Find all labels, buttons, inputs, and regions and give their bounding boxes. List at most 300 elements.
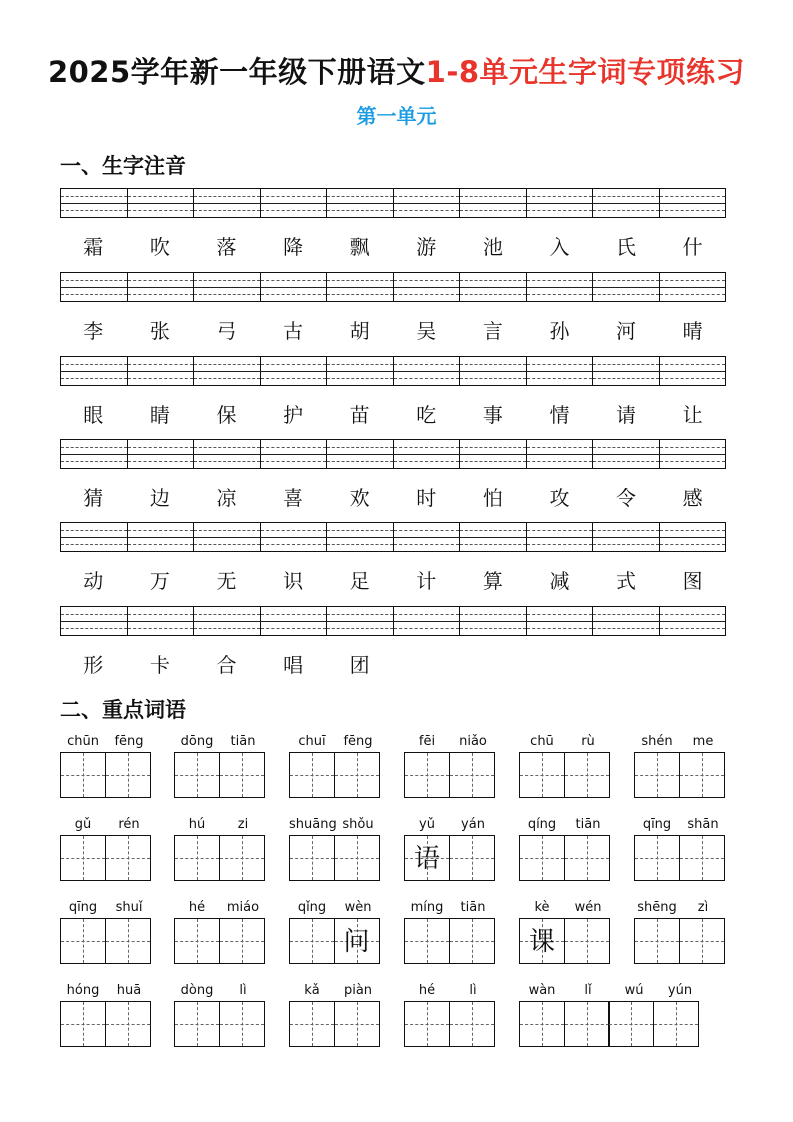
tianzige-box[interactable] <box>60 918 106 964</box>
word-pinyin <box>289 815 381 835</box>
word-item <box>60 732 152 798</box>
practice-character: 情 <box>549 403 570 427</box>
practice-character: 计 <box>416 569 437 593</box>
pinyin-syllable: yǔ <box>419 817 435 832</box>
title-black: 2025学年新一年级下册语文 <box>47 55 426 89</box>
tianzige-box[interactable] <box>289 918 335 964</box>
pinyin-answer-cell[interactable] <box>394 607 461 635</box>
pinyin-syllable: fēng <box>114 734 144 749</box>
filled-character <box>565 919 609 963</box>
word-item <box>289 898 381 964</box>
word-item <box>404 981 496 1047</box>
practice-character: 河 <box>616 319 637 343</box>
pinyin-answer-cell[interactable] <box>660 189 726 217</box>
tianzige-group <box>174 835 266 881</box>
practice-character: 苗 <box>349 403 370 427</box>
practice-character: 落 <box>216 235 237 259</box>
pinyin-syllable: tiān <box>575 817 601 832</box>
filled-character <box>175 1002 219 1046</box>
tianzige-group <box>404 835 496 881</box>
practice-character: 事 <box>482 403 503 427</box>
word-pinyin <box>60 815 152 835</box>
pinyin-answer-cell[interactable] <box>61 273 128 301</box>
tianzige-box[interactable] <box>60 835 106 881</box>
pinyin-writing-row <box>60 356 726 386</box>
tianzige-group <box>519 1001 703 1047</box>
pinyin-syllable: hóng <box>66 983 100 998</box>
practice-character: 动 <box>83 569 104 593</box>
pinyin-syllable: kè <box>534 900 550 915</box>
word-item <box>174 981 266 1047</box>
tianzige-box[interactable] <box>564 752 610 798</box>
word-pinyin <box>634 898 726 918</box>
practice-character: 氏 <box>616 235 637 259</box>
tianzige-box[interactable] <box>105 918 151 964</box>
word-pinyin <box>60 981 152 1001</box>
pinyin-writing-row <box>60 188 726 218</box>
pinyin-answer-cell[interactable] <box>527 357 594 385</box>
pinyin-syllable: chū <box>530 734 554 749</box>
pinyin-syllable: lǐ <box>584 983 592 998</box>
filled-character <box>405 919 449 963</box>
tianzige-box[interactable] <box>564 835 610 881</box>
section-heading-words: 二、重点词语 <box>60 698 186 722</box>
pinyin-answer-cell[interactable] <box>460 189 527 217</box>
pinyin-syllable: shuāng <box>289 817 337 832</box>
tianzige-box[interactable] <box>219 918 265 964</box>
practice-character: 减 <box>549 569 570 593</box>
word-item <box>634 898 726 964</box>
pinyin-answer-cell[interactable] <box>394 440 461 468</box>
word-item <box>60 898 152 964</box>
pinyin-syllable: yún <box>667 983 693 998</box>
practice-character: 言 <box>482 319 503 343</box>
tianzige-box[interactable] <box>653 1001 699 1047</box>
filled-character <box>61 753 105 797</box>
character-row <box>60 399 726 431</box>
pinyin-syllable: qǐng <box>297 900 327 915</box>
pinyin-answer-cell[interactable] <box>593 440 660 468</box>
pinyin-answer-cell[interactable] <box>593 523 660 551</box>
practice-character: 晴 <box>682 319 703 343</box>
tianzige-box[interactable] <box>334 918 380 964</box>
tianzige-box[interactable] <box>634 835 680 881</box>
filled-character <box>635 753 679 797</box>
filled-character <box>635 836 679 880</box>
tianzige-box[interactable] <box>519 752 565 798</box>
tianzige-group <box>404 1001 496 1047</box>
tianzige-group <box>289 918 381 964</box>
filled-character <box>450 753 494 797</box>
tianzige-box[interactable] <box>219 1001 265 1047</box>
pinyin-answer-cell[interactable] <box>327 440 394 468</box>
practice-character: 胡 <box>349 319 370 343</box>
practice-character: 睛 <box>149 403 170 427</box>
tianzige-group <box>634 752 726 798</box>
word-pinyin <box>519 815 611 835</box>
word-item <box>634 732 726 798</box>
practice-character: 保 <box>216 403 237 427</box>
pinyin-answer-cell[interactable] <box>327 357 394 385</box>
tianzige-group <box>174 1001 266 1047</box>
word-item <box>174 898 266 964</box>
pinyin-answer-cell[interactable] <box>660 357 726 385</box>
filled-character <box>450 919 494 963</box>
tianzige-box[interactable] <box>679 918 725 964</box>
pinyin-answer-cell[interactable] <box>394 189 461 217</box>
filled-character <box>520 836 564 880</box>
tianzige-box[interactable] <box>449 918 495 964</box>
pinyin-answer-cell[interactable] <box>261 607 328 635</box>
pinyin-answer-cell[interactable] <box>394 357 461 385</box>
pinyin-answer-cell[interactable] <box>460 357 527 385</box>
tianzige-box[interactable] <box>60 752 106 798</box>
filled-character <box>565 753 609 797</box>
pinyin-answer-cell[interactable] <box>261 273 328 301</box>
pinyin-answer-cell[interactable] <box>593 607 660 635</box>
pinyin-answer-cell[interactable] <box>394 523 461 551</box>
tianzige-box[interactable] <box>105 835 151 881</box>
pinyin-syllable: dòng <box>180 983 214 998</box>
filled-character: 问 <box>343 927 370 957</box>
pinyin-syllable: qíng <box>527 817 557 832</box>
tianzige-group <box>404 752 496 798</box>
word-item <box>289 981 381 1047</box>
character-row <box>60 231 726 263</box>
practice-character: 古 <box>283 319 304 343</box>
word-item <box>519 981 703 1047</box>
filled-character <box>520 1002 564 1046</box>
pinyin-answer-cell[interactable] <box>61 440 128 468</box>
word-pinyin <box>60 732 152 752</box>
word-item <box>404 898 496 964</box>
pinyin-answer-cell[interactable] <box>61 357 128 385</box>
tianzige-box[interactable] <box>634 752 680 798</box>
filled-character <box>106 919 150 963</box>
pinyin-answer-cell[interactable] <box>128 357 195 385</box>
practice-character: 合 <box>216 653 237 677</box>
pinyin-syllable: niǎo <box>459 734 487 749</box>
pinyin-answer-cell[interactable] <box>128 273 195 301</box>
filled-character <box>290 1002 334 1046</box>
filled-character <box>335 1002 379 1046</box>
tianzige-box[interactable] <box>219 835 265 881</box>
tianzige-box[interactable] <box>174 918 220 964</box>
word-item <box>519 815 611 881</box>
pinyin-answer-cell[interactable] <box>194 523 261 551</box>
character-row <box>60 482 726 514</box>
pinyin-answer-cell[interactable] <box>593 273 660 301</box>
character-row <box>60 315 726 347</box>
filled-character <box>220 1002 264 1046</box>
pinyin-syllable: shān <box>687 817 719 832</box>
tianzige-box[interactable] <box>289 752 335 798</box>
filled-character <box>680 919 724 963</box>
title-red: 1-8单元生字词专项练习 <box>425 55 746 89</box>
word-pinyin <box>519 981 703 1001</box>
tianzige-box[interactable] <box>679 752 725 798</box>
pinyin-answer-cell[interactable] <box>194 357 261 385</box>
practice-character: 霜 <box>83 235 104 259</box>
practice-character: 眼 <box>83 403 104 427</box>
filled-character: 语 <box>413 844 440 874</box>
practice-character: 形 <box>83 653 104 677</box>
tianzige-group <box>289 1001 381 1047</box>
word-item <box>174 815 266 881</box>
tianzige-box[interactable] <box>679 835 725 881</box>
filled-character <box>220 753 264 797</box>
pinyin-syllable: kǎ <box>304 983 320 998</box>
filled-character <box>405 1002 449 1046</box>
pinyin-syllable: wén <box>574 900 602 915</box>
filled-character <box>106 836 150 880</box>
pinyin-syllable: dōng <box>180 734 214 749</box>
practice-character: 什 <box>682 235 703 259</box>
practice-character: 降 <box>283 235 304 259</box>
pinyin-syllable: fēng <box>343 734 373 749</box>
tianzige-box[interactable] <box>404 752 450 798</box>
pinyin-syllable: wàn <box>528 983 556 998</box>
pinyin-answer-cell[interactable] <box>460 440 527 468</box>
practice-character: 护 <box>283 403 304 427</box>
tianzige-box[interactable] <box>174 835 220 881</box>
word-pinyin <box>404 815 496 835</box>
tianzige-box[interactable] <box>564 1001 610 1047</box>
word-pinyin <box>174 898 266 918</box>
section-heading-characters: 一、生字注音 <box>60 154 186 178</box>
practice-character: 让 <box>682 403 703 427</box>
character-row <box>60 649 726 681</box>
tianzige-box[interactable] <box>334 1001 380 1047</box>
pinyin-syllable: hú <box>188 817 206 832</box>
word-pinyin <box>634 815 726 835</box>
filled-character <box>106 753 150 797</box>
pinyin-syllable: wú <box>624 983 644 998</box>
tianzige-box[interactable] <box>404 835 450 881</box>
unit-subtitle: 第一单元 <box>356 104 437 128</box>
pinyin-answer-cell[interactable] <box>527 273 594 301</box>
word-pinyin <box>519 898 611 918</box>
tianzige-group <box>60 1001 152 1047</box>
tianzige-box[interactable] <box>219 752 265 798</box>
tianzige-group <box>519 752 611 798</box>
word-pinyin <box>519 732 611 752</box>
pinyin-answer-cell[interactable] <box>128 189 195 217</box>
pinyin-syllable: shēng <box>637 900 677 915</box>
pinyin-answer-cell[interactable] <box>128 607 195 635</box>
word-pinyin <box>289 981 381 1001</box>
pinyin-syllable: hé <box>188 900 206 915</box>
practice-character: 边 <box>149 486 170 510</box>
word-item <box>60 981 152 1047</box>
pinyin-answer-cell[interactable] <box>261 189 328 217</box>
pinyin-answer-cell[interactable] <box>660 273 726 301</box>
word-pinyin <box>289 898 381 918</box>
pinyin-syllable: qīng <box>68 900 98 915</box>
tianzige-box[interactable] <box>105 752 151 798</box>
word-pinyin <box>404 981 496 1001</box>
pinyin-answer-cell[interactable] <box>128 523 195 551</box>
pinyin-syllable: lì <box>239 983 247 998</box>
filled-character <box>335 836 379 880</box>
practice-character: 攻 <box>549 486 570 510</box>
practice-character: 张 <box>149 319 170 343</box>
tianzige-group <box>174 918 266 964</box>
word-item <box>519 732 611 798</box>
tianzige-box[interactable] <box>174 1001 220 1047</box>
tianzige-box[interactable] <box>289 1001 335 1047</box>
pinyin-answer-cell[interactable] <box>61 607 128 635</box>
pinyin-syllable: chūn <box>67 734 99 749</box>
pinyin-syllable: tiān <box>460 900 486 915</box>
pinyin-answer-cell[interactable] <box>660 607 726 635</box>
tianzige-box[interactable] <box>334 752 380 798</box>
tianzige-box[interactable] <box>519 1001 565 1047</box>
word-item <box>174 732 266 798</box>
practice-character: 飘 <box>349 235 370 259</box>
practice-character: 识 <box>283 569 304 593</box>
tianzige-group <box>519 835 611 881</box>
pinyin-syllable: rén <box>118 817 140 832</box>
tianzige-box[interactable] <box>105 1001 151 1047</box>
word-item <box>404 732 496 798</box>
pinyin-answer-cell[interactable] <box>660 440 726 468</box>
tianzige-box[interactable] <box>519 918 565 964</box>
word-pinyin <box>174 815 266 835</box>
tianzige-box[interactable] <box>564 918 610 964</box>
pinyin-syllable: chuī <box>298 734 326 749</box>
tianzige-box[interactable] <box>449 1001 495 1047</box>
pinyin-writing-row <box>60 606 726 636</box>
pinyin-answer-cell[interactable] <box>527 189 594 217</box>
pinyin-syllable: zi <box>237 817 249 832</box>
tianzige-box[interactable] <box>404 918 450 964</box>
tianzige-box[interactable] <box>634 918 680 964</box>
pinyin-syllable: piàn <box>343 983 373 998</box>
tianzige-box[interactable] <box>449 752 495 798</box>
pinyin-answer-cell[interactable] <box>460 523 527 551</box>
pinyin-answer-cell[interactable] <box>61 189 128 217</box>
practice-character: 猜 <box>83 486 104 510</box>
pinyin-syllable: lì <box>469 983 477 998</box>
pinyin-answer-cell[interactable] <box>460 273 527 301</box>
filled-character <box>290 753 334 797</box>
tianzige-box[interactable] <box>289 835 335 881</box>
filled-character <box>405 753 449 797</box>
practice-character: 怕 <box>482 486 503 510</box>
pinyin-writing-row <box>60 439 726 469</box>
practice-character: 游 <box>416 235 437 259</box>
pinyin-answer-cell[interactable] <box>593 189 660 217</box>
filled-character <box>335 753 379 797</box>
pinyin-answer-cell[interactable] <box>593 357 660 385</box>
practice-character: 喜 <box>283 486 304 510</box>
word-item <box>634 815 726 881</box>
pinyin-answer-cell[interactable] <box>194 607 261 635</box>
pinyin-answer-cell[interactable] <box>394 273 461 301</box>
pinyin-answer-cell[interactable] <box>261 357 328 385</box>
word-item <box>519 898 611 964</box>
pinyin-answer-cell[interactable] <box>128 440 195 468</box>
word-pinyin <box>174 981 266 1001</box>
filled-character <box>635 919 679 963</box>
filled-character <box>61 836 105 880</box>
pinyin-answer-cell[interactable] <box>527 523 594 551</box>
pinyin-answer-cell[interactable] <box>261 440 328 468</box>
filled-character <box>290 836 334 880</box>
filled-character <box>106 1002 150 1046</box>
practice-character: 时 <box>416 486 437 510</box>
pinyin-answer-cell[interactable] <box>327 607 394 635</box>
pinyin-answer-cell[interactable] <box>327 273 394 301</box>
pinyin-answer-cell[interactable] <box>527 440 594 468</box>
pinyin-syllable: gǔ <box>74 817 92 832</box>
pinyin-answer-cell[interactable] <box>261 523 328 551</box>
pinyin-writing-row <box>60 272 726 302</box>
pinyin-syllable: yán <box>461 817 485 832</box>
practice-character: 欢 <box>349 486 370 510</box>
tianzige-group <box>60 835 152 881</box>
pinyin-answer-cell[interactable] <box>460 607 527 635</box>
filled-character <box>450 836 494 880</box>
filled-character <box>61 1002 105 1046</box>
pinyin-syllable: zì <box>697 900 709 915</box>
pinyin-syllable: shén <box>641 734 673 749</box>
pinyin-answer-cell[interactable] <box>660 523 726 551</box>
word-item <box>404 815 496 881</box>
tianzige-group <box>404 918 496 964</box>
tianzige-group <box>174 752 266 798</box>
practice-character: 请 <box>616 403 637 427</box>
tianzige-box[interactable] <box>519 835 565 881</box>
filled-character <box>220 919 264 963</box>
pinyin-syllable: miáo <box>226 900 260 915</box>
tianzige-group <box>289 835 381 881</box>
tianzige-group <box>60 918 152 964</box>
tianzige-box[interactable] <box>60 1001 106 1047</box>
tianzige-box[interactable] <box>174 752 220 798</box>
filled-character <box>175 919 219 963</box>
pinyin-answer-cell[interactable] <box>194 189 261 217</box>
tianzige-box[interactable] <box>334 835 380 881</box>
filled-character <box>609 1002 653 1046</box>
tianzige-group <box>634 835 726 881</box>
pinyin-answer-cell[interactable] <box>194 273 261 301</box>
pinyin-answer-cell[interactable] <box>327 523 394 551</box>
tianzige-box[interactable] <box>404 1001 450 1047</box>
pinyin-answer-cell[interactable] <box>61 523 128 551</box>
tianzige-box[interactable] <box>608 1001 654 1047</box>
filled-character <box>220 836 264 880</box>
filled-character <box>450 1002 494 1046</box>
pinyin-writing-row <box>60 522 726 552</box>
word-pinyin <box>404 732 496 752</box>
filled-character <box>680 836 724 880</box>
pinyin-answer-cell[interactable] <box>527 607 594 635</box>
practice-character: 图 <box>682 569 703 593</box>
word-pinyin <box>289 732 381 752</box>
filled-character <box>175 753 219 797</box>
pinyin-answer-cell[interactable] <box>194 440 261 468</box>
practice-character: 李 <box>83 319 104 343</box>
pinyin-answer-cell[interactable] <box>327 189 394 217</box>
pinyin-syllable: me <box>692 734 714 749</box>
filled-character: 课 <box>528 927 555 957</box>
pinyin-syllable: rù <box>581 734 595 749</box>
practice-character: 吃 <box>416 403 437 427</box>
pinyin-syllable: qīng <box>642 817 672 832</box>
tianzige-box[interactable] <box>449 835 495 881</box>
